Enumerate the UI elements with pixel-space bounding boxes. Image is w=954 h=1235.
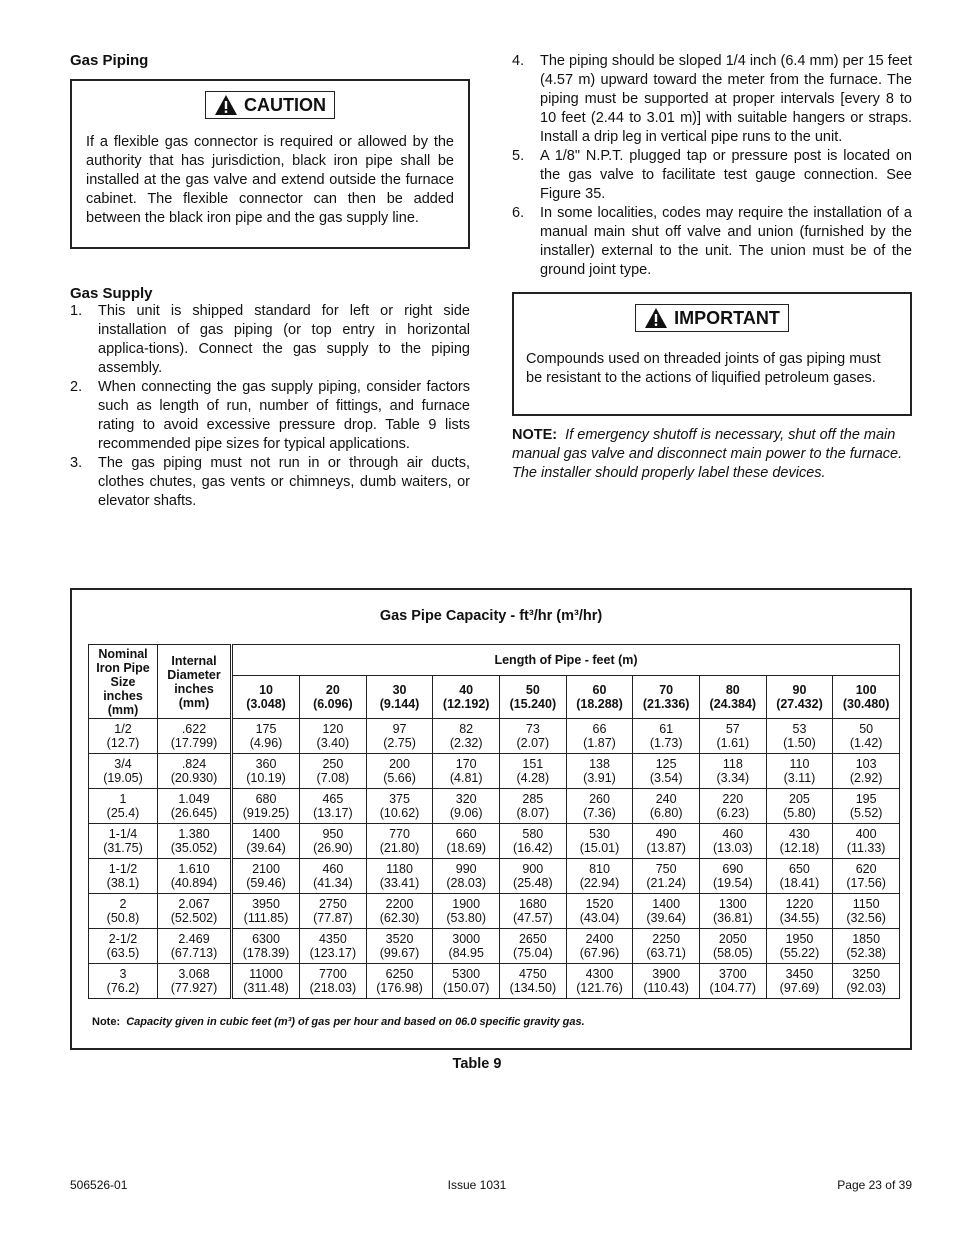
capacity-cell: 3250 (92.03) [833,964,900,999]
capacity-cell: 61 (1.73) [633,719,700,754]
capacity-cell: 260 (7.36) [566,789,633,824]
capacity-cell: 3700 (104.77) [699,964,766,999]
capacity-cell: 1150 (32.56) [833,894,900,929]
diameter-cell: 2.067 (52.502) [158,894,232,929]
capacity-cell: 73 (2.07) [500,719,567,754]
capacity-cell: 2200 (62.30) [366,894,433,929]
capacity-cell: 460 (41.34) [300,859,367,894]
pipe-size-cell: 3/4 (19.05) [89,754,158,789]
capacity-cell: 175 (4.96) [232,719,300,754]
capacity-cell: 770 (21.80) [366,824,433,859]
capacity-cell: 690 (19.54) [699,859,766,894]
capacity-cell: 11000 (311.48) [232,964,300,999]
capacity-cell: 950 (26.90) [300,824,367,859]
capacity-cell: 4350 (123.17) [300,929,367,964]
capacity-cell: 7700 (218.03) [300,964,367,999]
pipe-size-cell: 2-1/2 (63.5) [89,929,158,964]
capacity-cell: 138 (3.91) [566,754,633,789]
capacity-cell: 2250 (63.71) [633,929,700,964]
table-row [89,894,900,929]
length-col-header: 20 (6.096) [300,676,367,719]
list-item: 1. This unit is shipped standard for left or right side installation of gas piping (or top entry in horizontal applica-tions). Connect the gas supply to the piping assembly. [70,303,470,376]
capacity-cell: 3000 (84.95 [433,929,500,964]
table-row [89,789,900,824]
capacity-cell: 1850 (52.38) [833,929,900,964]
capacity-cell: 1520 (43.04) [566,894,633,929]
capacity-cell: 240 (6.80) [633,789,700,824]
capacity-cell: 1400 (39.64) [232,824,300,859]
diameter-cell: 3.068 (77.927) [158,964,232,999]
capacity-cell: 5300 (150.07) [433,964,500,999]
gas-supply-steps-right [512,52,912,280]
capacity-cell: 66 (1.87) [566,719,633,754]
capacity-cell: 465 (13.17) [300,789,367,824]
table-row [89,964,900,999]
length-col-header: 50 (15.240) [500,676,567,719]
diameter-cell: .622 (17.799) [158,719,232,754]
capacity-cell: 1400 (39.64) [633,894,700,929]
issue-number: Issue 1031 [447,1178,507,1192]
length-col-header: 30 (9.144) [366,676,433,719]
list-item: 4. The piping should be sloped 1/4 inch (6.4 mm) per 15 feet (4.57 m) upward toward the meter from the furnace. The piping must be supported at proper intervals [every 8 to 10 feet (2.44 to 3.01 m)] with suitable hangers or straps. Install a drip leg in vertical pipe runs to the unit. [512,53,912,145]
warning-icon [214,94,238,116]
capacity-cell: 360 (10.19) [232,754,300,789]
capacity-cell: 151 (4.28) [500,754,567,789]
capacity-cell: 660 (18.69) [433,824,500,859]
gas-supply-steps-left [70,302,470,511]
table-row [89,719,900,754]
length-col-header: 80 (24.384) [699,676,766,719]
important-label: IMPORTANT [674,307,780,328]
gas-pipe-capacity-table [88,644,900,999]
table-note: Note: Capacity given in cubic feet (m³) of gas per hour and based on 06.0 specific gravity gas. [92,1016,585,1028]
important-text: Compounds used on threaded joints of gas piping must be resistant to the actions of liquified petroleum gases. [526,351,881,386]
capacity-cell: 2050 (58.05) [699,929,766,964]
capacity-cell: 195 (5.52) [833,789,900,824]
gas-supply-heading: Gas Supply [70,285,153,302]
capacity-cell: 1900 (53.80) [433,894,500,929]
important-box [512,292,912,416]
pipe-size-cell: 1 (25.4) [89,789,158,824]
capacity-cell: 3520 (99.67) [366,929,433,964]
list-item: 6. In some localities, codes may require the installation of a manual main shut off valve and union (furnished by the installer) external to the unit. The union must be of the ground joint type. [512,205,912,278]
gas-piping-heading: Gas Piping [70,52,149,69]
diameter-cell: 1.610 (40.894) [158,859,232,894]
capacity-cell: 680 (919.25) [232,789,300,824]
capacity-cell: 220 (6.23) [699,789,766,824]
capacity-cell: 285 (8.07) [500,789,567,824]
diameter-cell: 2.469 (67.713) [158,929,232,964]
capacity-cell: 205 (5.80) [766,789,833,824]
capacity-cell: 200 (5.66) [366,754,433,789]
capacity-cell: 6250 (176.98) [366,964,433,999]
gas-pipe-capacity-table-box [70,588,912,1050]
note-label: NOTE: [512,427,558,443]
table-caption: Table 9 [452,1056,502,1072]
length-col-header: 60 (18.288) [566,676,633,719]
table-title: Gas Pipe Capacity - ft³/hr (m³/hr) [379,608,603,624]
caution-label: CAUTION [244,94,326,115]
capacity-cell: 3900 (110.43) [633,964,700,999]
list-item: 3. The gas piping must not run in or through air ducts, clothes chutes, gas vents or chimneys, dumb waiters, or elevator shafts. [70,455,470,509]
capacity-cell: 400 (11.33) [833,824,900,859]
capacity-cell: 50 (1.42) [833,719,900,754]
length-col-header: 40 (12.192) [433,676,500,719]
capacity-cell: 118 (3.34) [699,754,766,789]
list-item: 5. A 1/8" N.P.T. plugged tap or pressure post is located on the gas valve to facilitate test gauge connection. See Figure 35. [512,148,912,202]
capacity-cell: 990 (28.03) [433,859,500,894]
capacity-cell: 2750 (77.87) [300,894,367,929]
capacity-cell: 103 (2.92) [833,754,900,789]
capacity-cell: 1950 (55.22) [766,929,833,964]
caution-badge [205,91,335,119]
table-row [89,929,900,964]
capacity-cell: 170 (4.81) [433,754,500,789]
capacity-cell: 4750 (134.50) [500,964,567,999]
list-item: 2. When connecting the gas supply piping, consider factors such as length of run, number of fittings, and furnace rating to avoid excessive pressure drop. Table 9 lists recommended pipe sizes for typical applications. [70,379,470,452]
capacity-cell: 125 (3.54) [633,754,700,789]
note-paragraph [512,426,912,483]
capacity-cell: 620 (17.56) [833,859,900,894]
diameter-cell: 1.049 (26.645) [158,789,232,824]
capacity-cell: 1680 (47.57) [500,894,567,929]
capacity-cell: 3450 (97.69) [766,964,833,999]
capacity-cell: 110 (3.11) [766,754,833,789]
pipe-size-cell: 3 (76.2) [89,964,158,999]
capacity-cell: 320 (9.06) [433,789,500,824]
capacity-cell: 53 (1.50) [766,719,833,754]
pipe-size-cell: 1/2 (12.7) [89,719,158,754]
capacity-cell: 1300 (36.81) [699,894,766,929]
capacity-cell: 97 (2.75) [366,719,433,754]
length-col-header: 90 (27.432) [766,676,833,719]
capacity-cell: 1220 (34.55) [766,894,833,929]
diameter-cell: .824 (20.930) [158,754,232,789]
capacity-cell: 4300 (121.76) [566,964,633,999]
col-header-pipe-size: Nominal Iron Pipe Size inches (mm) [89,645,158,719]
note-text: If emergency shutoff is necessary, shut off the main manual gas valve and disconnect main power to the furnace. The installer should properly label these devices. [512,427,903,481]
length-header: Length of Pipe - feet (m) [232,645,900,676]
warning-icon [644,307,668,329]
table-row [89,859,900,894]
capacity-cell: 3950 (111.85) [232,894,300,929]
table-row [89,754,900,789]
capacity-cell: 490 (13.87) [633,824,700,859]
col-header-internal-diameter: Internal Diameter inches (mm) [158,645,232,719]
page-number: Page 23 of 39 [837,1178,912,1192]
diameter-cell: 1.380 (35.052) [158,824,232,859]
length-col-header: 100 (30.480) [833,676,900,719]
important-badge [635,304,789,332]
capacity-cell: 650 (18.41) [766,859,833,894]
capacity-cell: 1180 (33.41) [366,859,433,894]
pipe-size-cell: 2 (50.8) [89,894,158,929]
capacity-cell: 57 (1.61) [699,719,766,754]
caution-text: If a flexible gas connector is required or allowed by the authority that has jurisdiction, black iron pipe shall be installed at the gas valve and extend outside the furnace cabinet. The flexible connector can then be added between the black iron pipe and the gas supply line. [86,134,454,226]
length-col-header: 10 (3.048) [232,676,300,719]
capacity-cell: 460 (13.03) [699,824,766,859]
pipe-size-cell: 1-1/4 (31.75) [89,824,158,859]
doc-number: 506526-01 [70,1178,128,1192]
capacity-cell: 120 (3.40) [300,719,367,754]
left-column [70,52,470,511]
capacity-cell: 2400 (67.96) [566,929,633,964]
capacity-cell: 375 (10.62) [366,789,433,824]
capacity-cell: 82 (2.32) [433,719,500,754]
capacity-cell: 2100 (59.46) [232,859,300,894]
capacity-cell: 430 (12.18) [766,824,833,859]
capacity-cell: 900 (25.48) [500,859,567,894]
capacity-cell: 810 (22.94) [566,859,633,894]
right-column [512,52,912,483]
capacity-cell: 750 (21.24) [633,859,700,894]
caution-box [70,79,470,249]
capacity-cell: 250 (7.08) [300,754,367,789]
length-col-header: 70 (21.336) [633,676,700,719]
capacity-cell: 530 (15.01) [566,824,633,859]
table-row [89,824,900,859]
capacity-cell: 2650 (75.04) [500,929,567,964]
capacity-cell: 580 (16.42) [500,824,567,859]
capacity-cell: 6300 (178.39) [232,929,300,964]
pipe-size-cell: 1-1/2 (38.1) [89,859,158,894]
